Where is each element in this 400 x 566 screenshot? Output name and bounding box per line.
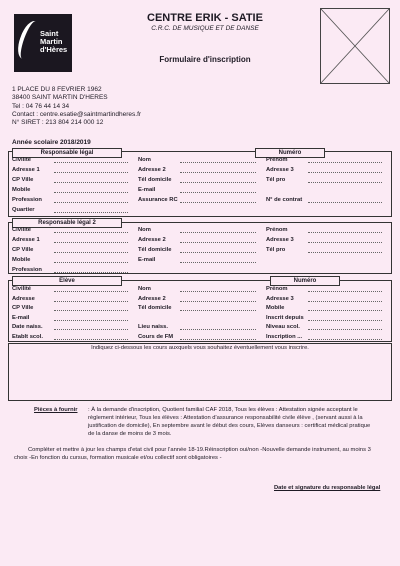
eleve-label: Cours de FM [138,333,174,340]
eleve-input-field[interactable] [180,335,256,340]
legal2-label: Nom [138,227,151,233]
legal1-label: Nom [138,157,151,163]
legal2-label: Prénom [266,227,288,233]
legal1-label: Adresse 2 [138,167,166,173]
eleve-label: Adresse 2 [138,295,166,302]
legal2-label: Profession [12,267,42,273]
eleve-input-field[interactable] [308,287,382,292]
legal1-numero: Numéro [255,148,325,158]
legal1-input-field[interactable] [180,198,256,203]
legal1-input-field[interactable] [180,178,256,183]
eleve-label: Adresse [12,295,35,302]
legal2-input-field[interactable] [180,248,256,253]
legal1-label: N° de contrat [266,197,303,203]
legal2-label: Mobile [12,257,31,263]
legal1-input-field[interactable] [180,158,256,163]
legal1-input-field[interactable] [180,168,256,173]
eleve-input-field[interactable] [54,316,128,321]
legal1-label: Tél pro [266,177,286,183]
signature-label: Date et signature du responsable légal [274,485,381,491]
address-block: 1 PLACE DU 8 FEVRIER 1962 38400 SAINT MARTIN D'HERES Tel : 04 76 44 14 34 Contact : centre.esatie@saintmartindheres.fr N° SIRET : 213 804 214 000 12 [12,86,142,127]
courses-note: Indiquez ci-dessous les cours auxquels vous souhaitez éventuellement vous inscrire. [91,345,309,351]
eleve-input-field[interactable] [180,287,256,292]
legal2-input-field[interactable] [308,228,382,233]
legal1-input-field[interactable] [54,158,128,163]
logo-text: Saint Martin d'Hères [40,29,68,54]
eleve-label: E-mail [12,314,30,321]
legal1-label: Profession [12,197,42,203]
eleve-label: Nom [138,286,151,292]
legal1-input-field[interactable] [54,178,128,183]
legal1-tag: Responsable légal [12,148,122,158]
legal1-label: Mobile [12,187,31,193]
legal1-input-field[interactable] [54,188,128,193]
legal2-input-field[interactable] [180,228,256,233]
completer-text: Compléter et mettre à jour les champs d'etat civil pour l'année 18-19.Réinscription oui/non -Nouvelle demande instrument, au moins 3 choix -En fonction du cursus, formation musicale et/ou collectif sont obligatoires - [14,447,371,461]
legal1-input-field[interactable] [180,188,256,193]
legal1-input-field[interactable] [54,198,128,203]
legal2-input-field[interactable] [180,238,256,243]
legal1-label: Tél domicile [138,177,172,183]
pieces-label: Pièces à fournir [34,407,78,413]
eleve-label: Civilité [12,286,32,292]
eleve-label: Tél domicile [138,305,172,311]
legal2-label: Adresse 2 [138,237,166,243]
legal1-label: Prénom [266,157,288,163]
photo-placeholder-cross-icon [321,9,389,83]
legal2-label: Adresse 3 [266,237,294,243]
legal2-tag: Responsable légal 2 [12,218,122,228]
legal2-label: Tél pro [266,247,286,253]
school-year: Année scolaire 2018/2019 [12,139,91,146]
legal1-label: Quartier [12,207,35,213]
eleve-input-field[interactable] [180,297,256,302]
legal2-input-field[interactable] [180,258,256,263]
page-title: CENTRE ERIK - SATIE [147,12,263,24]
eleve-label: Date naiss. [12,324,43,330]
eleve-input-field[interactable] [54,297,128,302]
eleve-label: Adresse 3 [266,295,294,302]
legal1-label: CP Ville [12,177,34,183]
eleve-input-field[interactable] [54,287,128,292]
eleve-input-field[interactable] [180,306,256,311]
legal1-input-field[interactable] [308,158,382,163]
eleve-input-field[interactable] [54,325,128,330]
eleve-label: Inscrit depuis [266,314,304,321]
photo-box[interactable] [320,8,390,84]
legal1-input-field[interactable] [54,208,128,213]
legal2-input-field[interactable] [54,248,128,253]
legal2-input-field[interactable] [54,258,128,263]
eleve-label: Inscription ... [266,333,303,340]
logo [14,14,72,72]
eleve-label: Prénom [266,286,288,292]
form-title: Formulaire d'inscription [159,55,251,64]
eleve-label: CP Ville [12,305,34,311]
legal1-label: E-mail [138,187,156,193]
eleve-label: Niveau scol. [266,324,300,330]
legal2-input-field[interactable] [308,238,382,243]
legal1-label: Assurance RC [138,197,178,203]
legal2-label: E-mail [138,257,156,263]
eleve-input-field[interactable] [54,306,128,311]
eleve-input-field[interactable] [54,335,128,340]
legal2-label: Civilité [12,227,32,233]
eleve-input-field[interactable] [308,335,382,340]
legal2-input-field[interactable] [54,228,128,233]
legal2-label: CP Ville [12,247,34,253]
eleve-input-field[interactable] [308,297,382,302]
legal1-label: Adresse 1 [12,167,40,173]
legal1-input-field[interactable] [308,168,382,173]
legal2-input-field[interactable] [54,238,128,243]
eleve-input-field[interactable] [180,325,256,330]
eleve-input-field[interactable] [308,316,382,321]
eleve-label: Etablt scol. [12,333,43,340]
eleve-tag: Elève [12,276,122,286]
legal1-label: Civilité [12,157,32,163]
legal2-input-field[interactable] [54,268,128,273]
legal1-input-field[interactable] [308,198,382,203]
legal2-input-field[interactable] [308,248,382,253]
eleve-numero: Numéro [270,276,340,286]
legal1-label: Adresse 3 [266,167,294,173]
legal1-input-field[interactable] [54,168,128,173]
eleve-label: Lieu naiss. [138,324,168,330]
eleve-input-field[interactable] [308,306,382,311]
eleve-label: Mobile [266,305,285,311]
page-subtitle: C.R.C. DE MUSIQUE ET DE DANSE [151,25,259,32]
legal2-label: Tél domicile [138,247,172,253]
legal2-label: Adresse 1 [12,237,40,243]
legal1-input-field[interactable] [308,178,382,183]
eleve-input-field[interactable] [308,325,382,330]
pieces-text: : À la demande d'inscription, Quotient familial CAF 2018, Tous les élèves : Attestation signée acceptant le règlement intérieur, Tous les élèves : Attestation d'assurance responsabilité civile élève , (servant aussi à la justification de domicile), En septembre avant le début des cours, Elèves danseurs : certificat médical pratique de la danse de moins de 3 mois. [88,407,371,437]
